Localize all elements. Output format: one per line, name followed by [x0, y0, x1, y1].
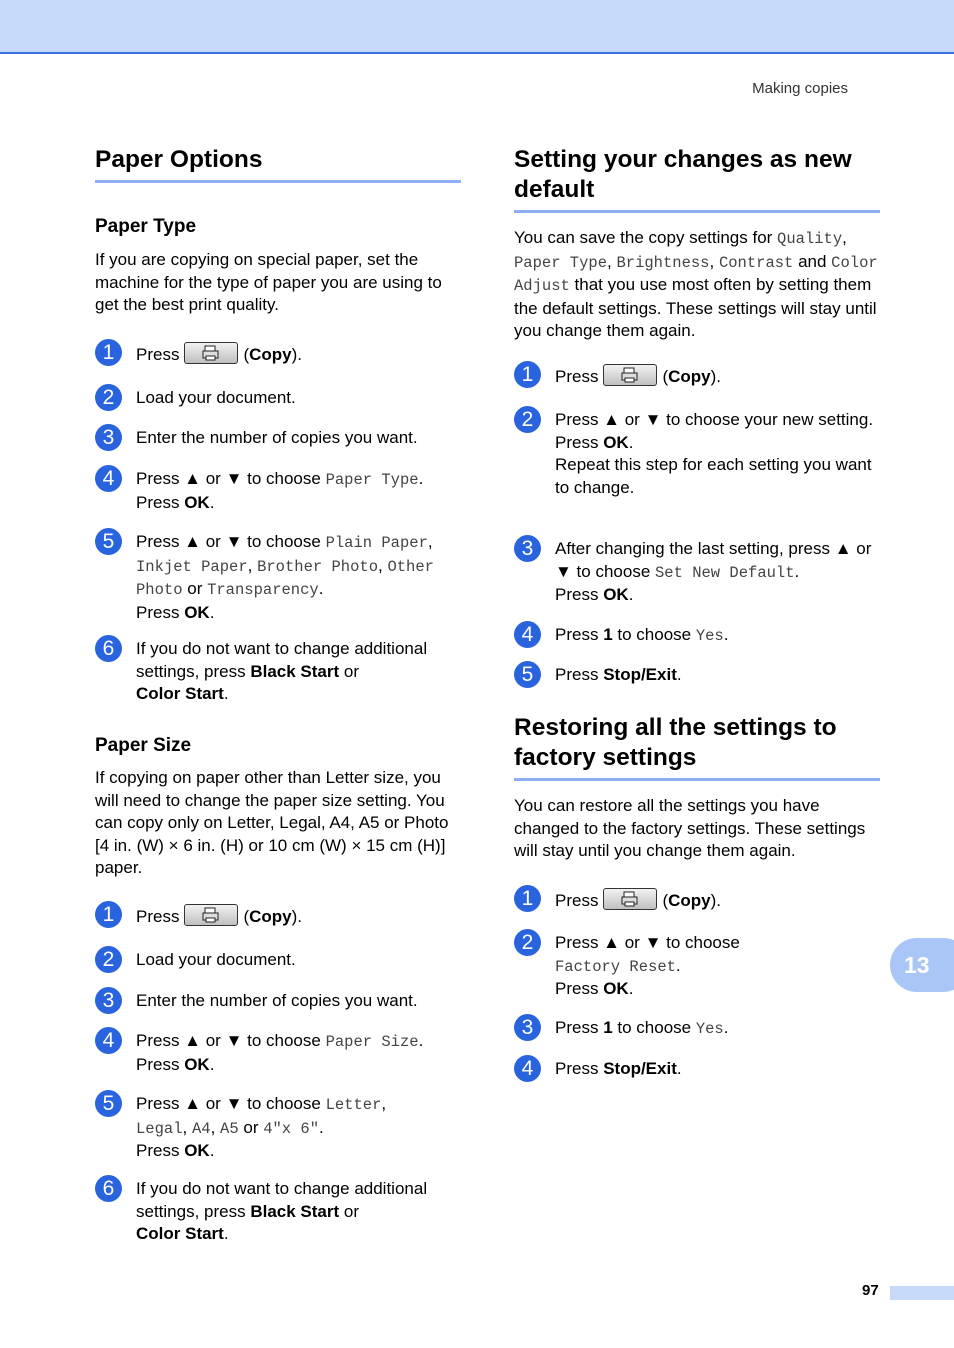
step-text: Press (Copy).	[136, 904, 466, 929]
step-number: 5	[95, 528, 122, 555]
step-text: Enter the number of copies you want.	[136, 428, 418, 447]
page-number-bar	[890, 1286, 954, 1300]
step-number: 1	[514, 361, 541, 388]
step-number: 5	[514, 661, 541, 688]
step-text: After changing the last setting, press ▲ or ▼ to choose Set New Default. Press OK.	[555, 539, 872, 604]
step-text: Press (Copy).	[555, 364, 885, 389]
step-number: 1	[95, 901, 122, 928]
step-text: Press 1 to choose Yes.	[555, 625, 729, 645]
step-number: 3	[95, 987, 122, 1014]
new-default-intro: You can save the copy settings for Quality, Paper Type, Brightness, Contrast and Color Adjust that you use most often by setting them the default settings. These settings will stay until you change them again.	[514, 228, 878, 340]
step-text: Press Stop/Exit.	[555, 665, 682, 684]
step-number: 3	[95, 424, 122, 451]
step-number: 2	[514, 406, 541, 433]
step-number: 4	[95, 1027, 122, 1054]
step-number: 1	[95, 339, 122, 366]
step-text: Press (Copy).	[136, 342, 466, 367]
step-text: If you do not want to change additional settings, press Black Start or Color Start.	[136, 1179, 428, 1243]
step-text: Press ▲ or ▼ to choose Letter, Legal, A4, A5 or 4"x 6". Press OK.	[136, 1094, 387, 1160]
step-number: 2	[95, 384, 122, 411]
section-title-factory: Restoring all the settings to factory settings	[514, 713, 880, 781]
step-text: Press ▲ or ▼ to choose your new setting. Press OK. Repeat this step for each setting you want to change.	[555, 410, 874, 497]
copy-key-icon	[603, 888, 657, 910]
step-number: 1	[514, 885, 541, 912]
copy-key-icon	[184, 342, 238, 364]
chapter-tab: 13	[890, 938, 954, 992]
paper-type-intro: If you are copying on special paper, set the machine for the type of paper you are using to get the best print quality.	[95, 250, 442, 314]
step-number: 3	[514, 535, 541, 562]
step-text: Press ▲ or ▼ to choose Plain Paper, Inkjet Paper, Brother Photo, Other Photo or Transparency. Press OK.	[136, 532, 434, 622]
step-number: 6	[95, 1175, 122, 1202]
step-number: 4	[95, 465, 122, 492]
step-number: 6	[95, 635, 122, 662]
heading-paper-type: Paper Type	[95, 216, 197, 237]
step-text: If you do not want to change additional settings, press Black Start or Color Start.	[136, 639, 428, 703]
running-title: Making copies	[752, 80, 848, 97]
step-text: Press ▲ or ▼ to choose Paper Type. Press OK.	[136, 469, 424, 512]
step-number: 2	[514, 929, 541, 956]
step-number: 5	[95, 1090, 122, 1117]
step-text: Press ▲ or ▼ to choose Factory Reset. Press OK.	[555, 933, 740, 998]
step-text: Press ▲ or ▼ to choose Paper Size. Press OK.	[136, 1031, 424, 1074]
step-number: 4	[514, 621, 541, 648]
header-band	[0, 0, 954, 54]
heading-paper-size: Paper Size	[95, 735, 192, 756]
step-number: 4	[514, 1055, 541, 1082]
section-title-new-default: Setting your changes as new default	[514, 145, 880, 213]
factory-intro: You can restore all the settings you have changed to the factory settings. These settings will stay until you change them again.	[514, 796, 866, 860]
copy-key-icon	[184, 904, 238, 926]
step-text: Enter the number of copies you want.	[136, 991, 418, 1010]
step-text: Load your document.	[136, 950, 296, 969]
copy-key-icon	[603, 364, 657, 386]
step-number: 2	[95, 946, 122, 973]
step-text: Press (Copy).	[555, 888, 885, 913]
paper-size-intro: If copying on paper other than Letter size, you will need to change the paper size setting. You can copy only on Letter, Legal, A4, A5 or Photo [4 in. (W) × 6 in. (H) or 10 cm (W) × 15 cm (H)] paper.	[95, 768, 449, 877]
step-text: Press 1 to choose Yes.	[555, 1018, 729, 1038]
section-title-paper-options: Paper Options	[95, 145, 461, 183]
step-text: Load your document.	[136, 388, 296, 407]
page-number: 97	[862, 1282, 879, 1299]
step-text: Press Stop/Exit.	[555, 1059, 682, 1078]
step-number: 3	[514, 1014, 541, 1041]
